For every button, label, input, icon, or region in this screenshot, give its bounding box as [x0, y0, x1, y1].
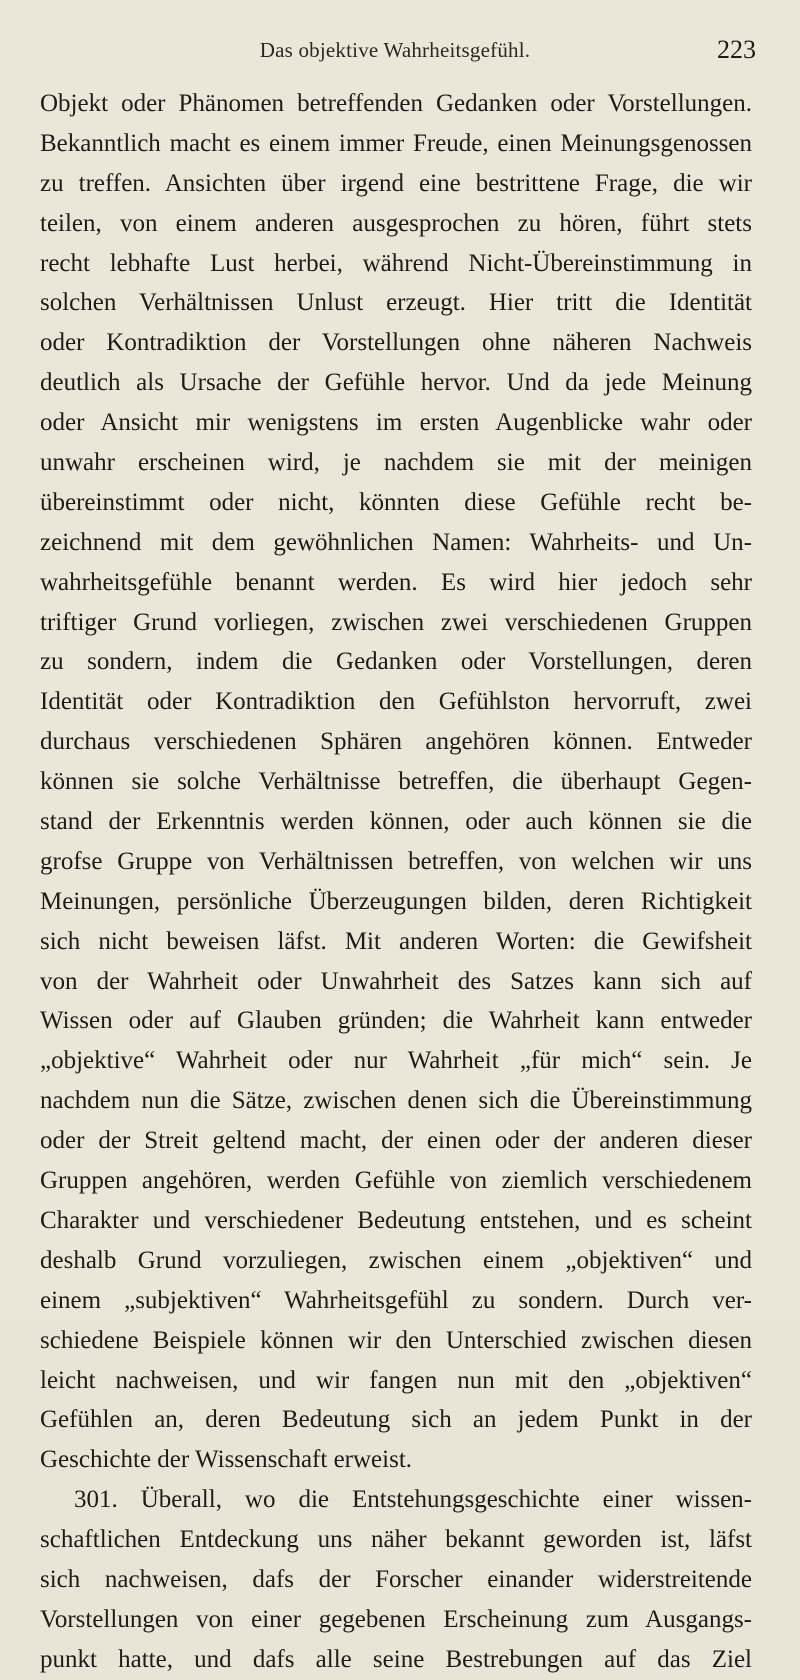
text-line: sich nachweisen, dafs der Forscher einander widerstreitende	[40, 1565, 752, 1593]
text-line: deutlich als Ursache der Gefühle hervor. Und da jede Meinung	[40, 369, 752, 397]
text-line: Gefühlen an, deren Bedeutung sich an jedem Punkt in der	[40, 1406, 752, 1434]
text-line: oder der Streit geltend macht, der einen oder der anderen dieser	[40, 1127, 752, 1155]
text-line: schaftlichen Entdeckung uns näher bekannt geworden ist, läfst	[40, 1526, 752, 1554]
text-line: teilen, von einem anderen ausgesprochen zu hören, führt stets	[40, 209, 752, 237]
text-line: punkt hatte, und dafs alle seine Bestrebungen auf das Ziel	[40, 1645, 752, 1673]
text-line: leicht nachweisen, und wir fangen nun mit den „objektiven“	[40, 1366, 752, 1394]
text-line: deshalb Grund vorzuliegen, zwischen einem „objektiven“ und	[40, 1246, 752, 1274]
text-line: grofse Gruppe von Verhältnissen betreffen, von welchen wir uns	[40, 847, 752, 875]
text-line: nachdem nun die Sätze, zwischen denen sich die Übereinstimmung	[40, 1087, 752, 1115]
text-line: übereinstimmt oder nicht, könnten diese Gefühle recht be-	[40, 488, 752, 516]
paragraph-end-line: Geschichte der Wissenschaft erweist.	[40, 1446, 413, 1474]
text-line: Objekt oder Phänomen betreffenden Gedanken oder Vorstellungen.	[40, 90, 752, 117]
text-line: zu sondern, indem die Gedanken oder Vorstellungen, deren	[40, 648, 752, 676]
text-line: durchaus verschiedenen Sphären angehören können. Entweder	[40, 728, 752, 756]
text-line: können sie solche Verhältnisse betreffen, die überhaupt Gegen-	[40, 768, 752, 796]
text-line: Charakter und verschiedener Bedeutung entstehen, und es scheint	[40, 1206, 752, 1234]
page-number: 223	[717, 35, 756, 64]
text-line: stand der Erkenntnis werden können, oder auch können sie die	[40, 808, 752, 836]
text-line: „objektive“ Wahrheit oder nur Wahrheit „für mich“ sein. Je	[40, 1047, 752, 1075]
text-line: Vorstellungen von einer gegebenen Erscheinung zum Ausgangs-	[40, 1605, 752, 1633]
text-line: recht lebhafte Lust herbei, während Nicht-Übereinstimmung in	[40, 249, 752, 277]
text-line: wahrheitsgefühle benannt werden. Es wird hier jedoch sehr	[40, 568, 752, 596]
text-line: Meinungen, persönliche Überzeugungen bilden, deren Richtigkeit	[40, 887, 752, 915]
text-line: triftiger Grund vorliegen, zwischen zwei verschiedenen Gruppen	[40, 608, 752, 636]
text-line: schiedene Beispiele können wir den Unterschied zwischen diesen	[40, 1326, 752, 1354]
section-301-start-line: 301. Überall, wo die Entstehungsgeschichte einer wissen-	[74, 1486, 752, 1514]
text-line: oder Ansicht mir wenigstens im ersten Augenblicke wahr oder	[40, 409, 752, 437]
running-head: Das objektive Wahrheitsgefühl.	[259, 38, 531, 62]
body-text	[40, 84, 752, 1680]
text-line: Wissen oder auf Glauben gründen; die Wahrheit kann entweder	[40, 1007, 752, 1035]
page-header	[34, 35, 756, 72]
text-line: Gruppen angehören, werden Gefühle von ziemlich verschiedenem	[40, 1167, 752, 1195]
text-line: einem „subjektiven“ Wahrheitsgefühl zu sondern. Durch ver-	[40, 1286, 752, 1314]
text-line: Identität oder Kontradiktion den Gefühlston hervorruft, zwei	[40, 688, 752, 716]
text-line: sich nicht beweisen läfst. Mit anderen Worten: die Gewifsheit	[40, 927, 752, 955]
text-line: von der Wahrheit oder Unwahrheit des Satzes kann sich auf	[40, 967, 752, 995]
text-line: unwahr erscheinen wird, je nachdem sie mit der meinigen	[40, 449, 752, 477]
text-line: zu treffen. Ansichten über irgend eine bestrittene Frage, die wir	[40, 169, 752, 197]
text-line: solchen Verhältnissen Unlust erzeugt. Hier tritt die Identität	[40, 289, 752, 317]
text-line: zeichnend mit dem gewöhnlichen Namen: Wahrheits- und Un-	[40, 528, 752, 556]
text-line: oder Kontradiktion der Vorstellungen ohne näheren Nachweis	[40, 329, 752, 357]
text-line: Bekanntlich macht es einem immer Freude, einen Meinungsgenossen	[40, 129, 752, 157]
